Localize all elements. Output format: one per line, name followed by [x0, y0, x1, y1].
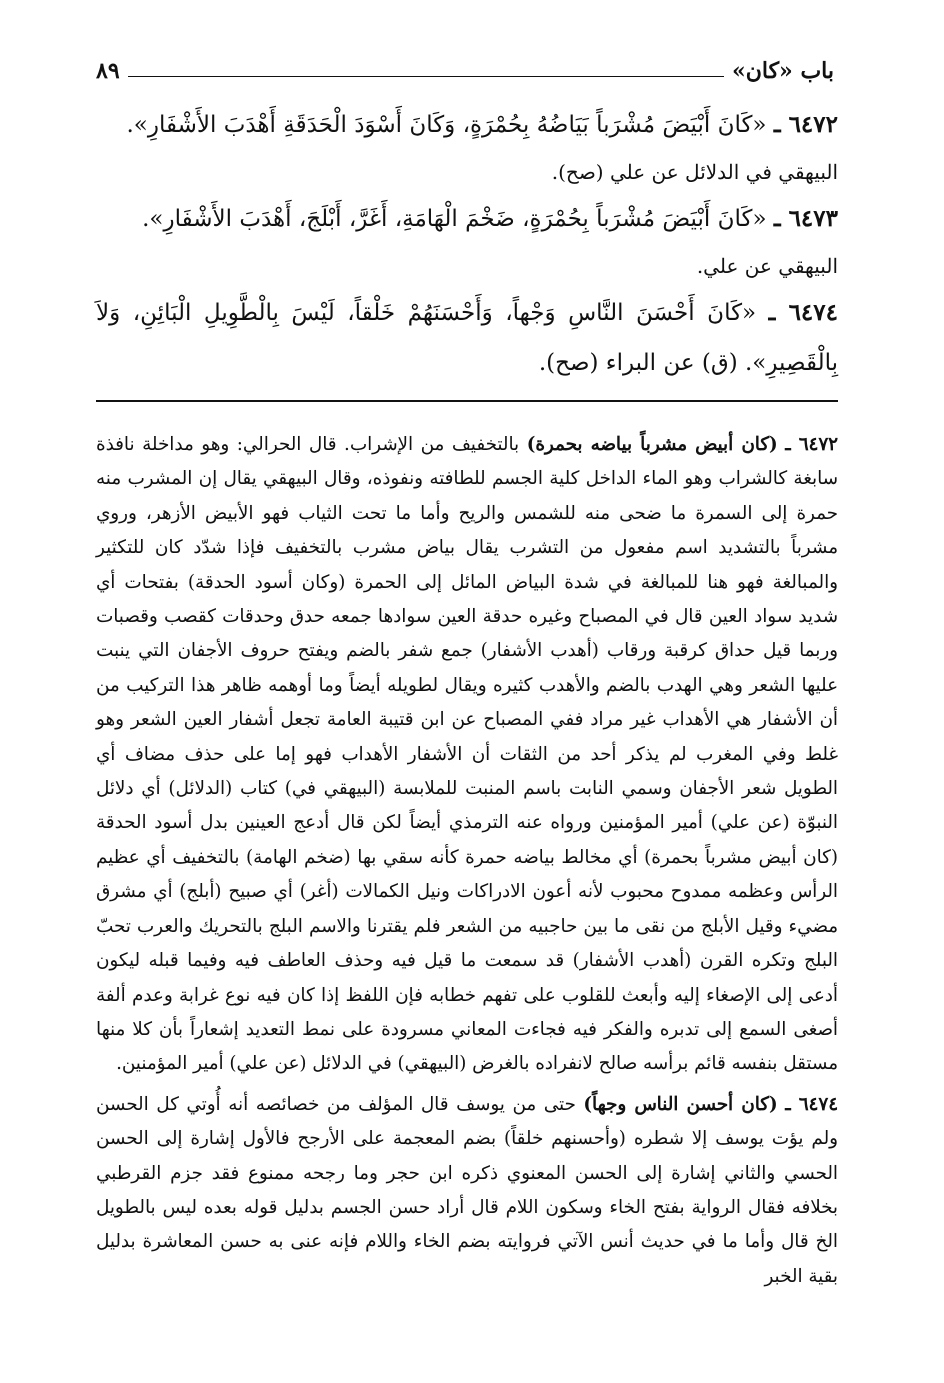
commentary-body: حتى من يوسف قال المؤلف من خصائصه أنه أُوتي كل الحسن ولم يؤت يوسف إلا شطره (وأحسنهم خلقاً) بضم المعجمة على الأرجح فالأول إشارة إلى الحسن الحسي والثاني إشارة إلى الحسن المعنوي ذكره ابن حجر وما رجحه ممنوع فقد جزم القرطبي بخلافه فقال الرواية بفتح الخاء وسكون اللام قال أراد حسن الجسم بدليل قوله بعده ليس بالطويل الخ قال وأما ما في حديث أنس الآتي فروايته بضم الخاء واللام فإنه عنى به حسن المعاشرة بدليل بقية الخبر: [96, 1093, 838, 1287]
chapter-title: باب «كان»: [731, 58, 834, 84]
running-header: [96, 50, 834, 84]
hadith-entry: [96, 100, 838, 194]
hadith-matn: «كَانَ أَبْيَضَ مُشْرَباً بَيَاضُهُ بِحُمْرَةٍ، وَكَانَ أَسْوَدَ الْحَدَقَةِ أَهْدَبَ الأَشْفَارِ».: [126, 112, 767, 138]
hadith-entry: [96, 194, 838, 288]
hadith-number: ٦٤٧٢ ـ: [773, 111, 838, 138]
commentary-paragraph: [96, 428, 838, 1082]
hadith-line: [96, 194, 838, 244]
hadith-number: ٦٤٧٤ ـ: [768, 299, 838, 326]
hadith-line: [96, 100, 838, 150]
hadith-entry: [96, 288, 838, 388]
header-rule: [128, 76, 724, 77]
commentary-number: ٦٤٧٤ ـ: [785, 1093, 839, 1115]
hadith-number: ٦٤٧٣ ـ: [773, 205, 838, 232]
commentary-paragraph: [96, 1088, 838, 1294]
commentary-body: بالتخفيف من الإشراب. قال الحرالي: وهو مداخلة نافذة سابغة كالشراب وهو الماء الداخل كلية الجسم للطافته ونفوذه، وقال البيهقي يقال إن المشرب منه حمرة إلى السمرة ما ضحى منه للشمس والريح وأما ما تحت الثياب فهو الأبيض الأزهر، وروي مشرباً بالتشديد اسم مفعول من التشرب يقال بياض مشرب بالتخفيف فإذا شدّد كان للتكثير والمبالغة فهو هنا للمبالغة في شدة البياض المائل إلى الحمرة (وكان أسود الحدقة) بفتحات أي شديد سواد العين قال في المصباح وغيره حدقة العين سوادها جمعه حدق وحدقات كقصب وقصبات وربما قيل حداق كرقبة ورقاب (أهدب الأشفار) جمع شفر بالضم ويفتح حروف الأجفان التي ينبت عليها الشعر وهي الهدب بالضم والأهدب كثيره ويقال لطويله أيضاً وما أوهمه ظاهر هذا التركيب من أن الأشفار هي الأهداب غير مراد ففي المصباح عن ابن قتيبة العامة تجعل أشفار العين الشعر وهو غلط وفي المغرب لم يذكر أحد من الثقات أن الأشفار الأهداب فهو إما على حذف مضاف أي الطويل شعر الأجفان وسمي النابت باسم المنبت للملابسة (البيهقي في) كتاب (الدلائل) أي دلائل النبوّة (عن علي) أمير المؤمنين ورواه عنه الترمذي أيضاً لكن قال أدعج العينين بدل أسود الحدقة (كان أبيض مشرباً بحمرة) أي مخالط بياضه حمرة كأنه سقي بها (ضخم الهامة) بالتخفيف أي عظيم الرأس وعظمه ممدوح محبوب لأنه أعون الادراكات ونيل الكمالات (أغر) أي صبيح (أبلج) أي مشرق مضيء وقيل الأبلج من نقى ما بين حاجبيه من الشعر فلم يقترنا والاسم البلج بالتحريك والعرب تحبّ البلج وتكره القرن (أهدب الأشفار) قد سمعت ما قيل فيه وحذف العاطف فيه وفيما قبله ليكون أدعى إلى الإصغاء إليه وأبعث للقلوب على تفهم خطابه فإن اللفظ إذا كان فيه نوع غرابة وعدم ألفة أصغى السمع إلى تدبره والفكر فيه فجاءت المعاني مسرودة على نمط التعديد إشعاراً بأن كلا منها مستقل بنفسه قائم برأسه صالح لانفراده بالغرض (البيهقي) في الدلائل (عن علي) أمير المؤمنين.: [96, 434, 838, 1075]
commentary-lead: (كان أحسن الناس وجهاً): [583, 1093, 778, 1115]
hadith-matn: «كَانَ أَحْسَنَ النَّاسِ وَجْهاً، وَأَحْسَنَهُمْ خَلْقاً، لَيْسَ بِالْطَّوِيلِ الْبَائِنِ، وَلاَ بِالْقَصِيرِ». (ق) عن البراء (صح).: [96, 300, 838, 376]
commentary-number: ٦٤٧٢ ـ: [785, 434, 838, 455]
section-divider: [96, 400, 838, 402]
hadith-text-block: [96, 100, 838, 388]
commentary-lead: (كان أبيض مشرباً بياضه بحمرة): [526, 434, 778, 455]
hadith-line: [96, 288, 838, 388]
page-number: ٨٩: [96, 58, 120, 84]
hadith-matn: «كَانَ أَبْيَضَ مُشْرَباً بِحُمْرَةٍ، ضَخْمَ الْهَامَةِ، أَغَرَّ، أَبْلَجَ، أَهْدَبَ الأَشْفَارِ».: [142, 206, 767, 232]
commentary-block: [96, 428, 838, 1294]
hadith-source: البيهقي عن علي.: [696, 254, 838, 278]
hadith-source: البيهقي في الدلائل عن علي (صح).: [551, 160, 838, 184]
